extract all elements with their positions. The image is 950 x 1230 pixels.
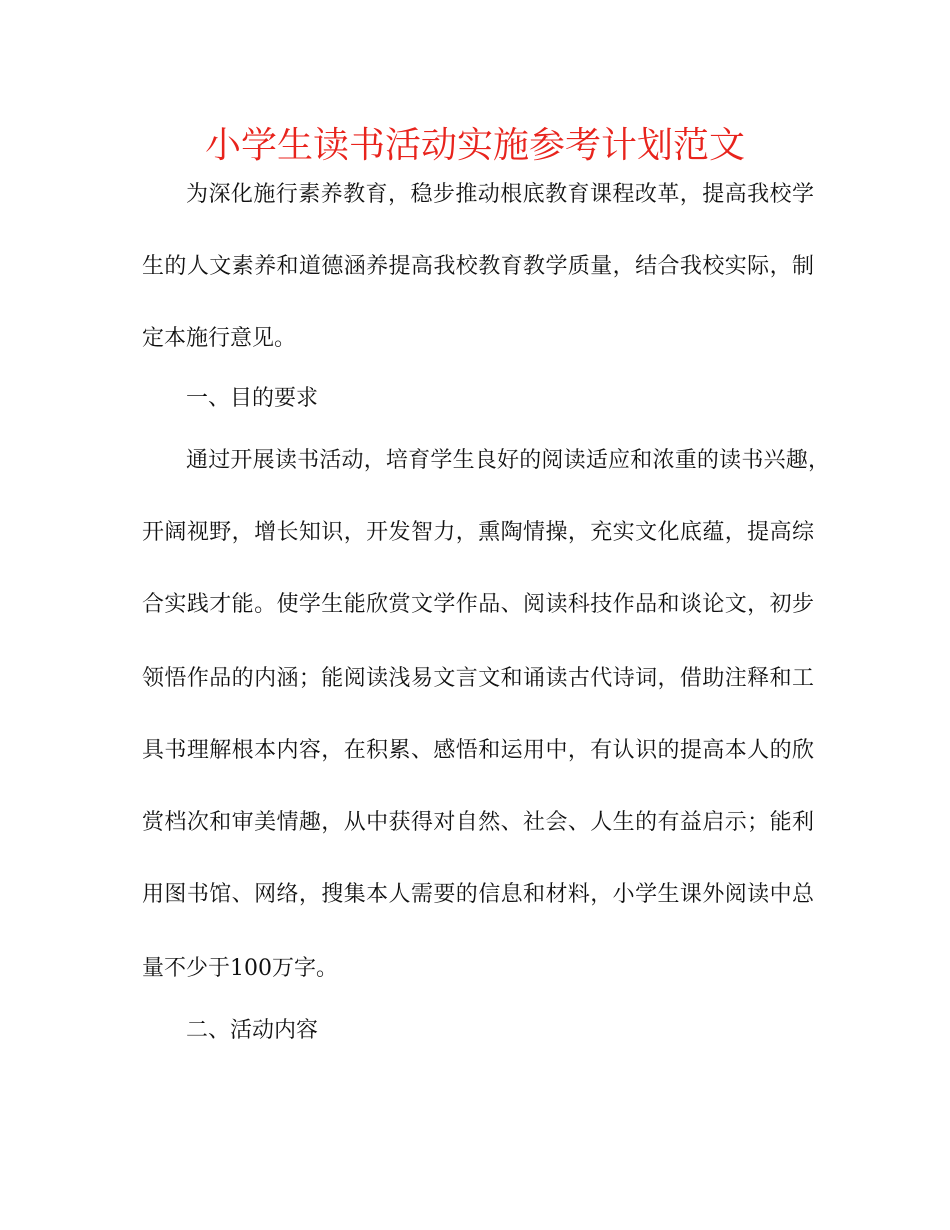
paragraph-line: 赏档次和审美情趣，从中获得对自然、社会、人生的有益启示；能利: [142, 810, 814, 835]
paragraph-line: 量不少于100万字。: [142, 956, 338, 981]
section-heading: 二、活动内容: [186, 1018, 319, 1043]
paragraph-line: 生的人文素养和道德涵养提高我校教育教学质量，结合我校实际，制: [142, 254, 814, 279]
paragraph-line: 具书理解根本内容，在积累、感悟和运用中，有认识的提高本人的欣: [142, 738, 814, 763]
paragraph-line: 为深化施行素养教育，稳步推动根底教育课程改革，提高我校学: [186, 182, 814, 207]
paragraph-line: 用图书馆、网络，搜集本人需要的信息和材料，小学生课外阅读中总: [142, 882, 814, 907]
paragraph-line: 领悟作品的内涵；能阅读浅易文言文和诵读古代诗词，借助注释和工: [142, 666, 814, 691]
paragraph-line: 合实践才能。使学生能欣赏文学作品、阅读科技作品和谈论文，初步: [142, 592, 814, 617]
document-title: 小学生读书活动实施参考计划范文: [204, 125, 745, 166]
paragraph-line: 开阔视野，增长知识，开发智力，熏陶情操，充实文化底蕴，提高综: [142, 520, 814, 545]
section-heading: 一、目的要求: [186, 386, 319, 411]
paragraph-line: 定本施行意见。: [142, 326, 297, 351]
paragraph-line: 通过开展读书活动，培育学生良好的阅读适应和浓重的读书兴趣，: [186, 448, 830, 473]
